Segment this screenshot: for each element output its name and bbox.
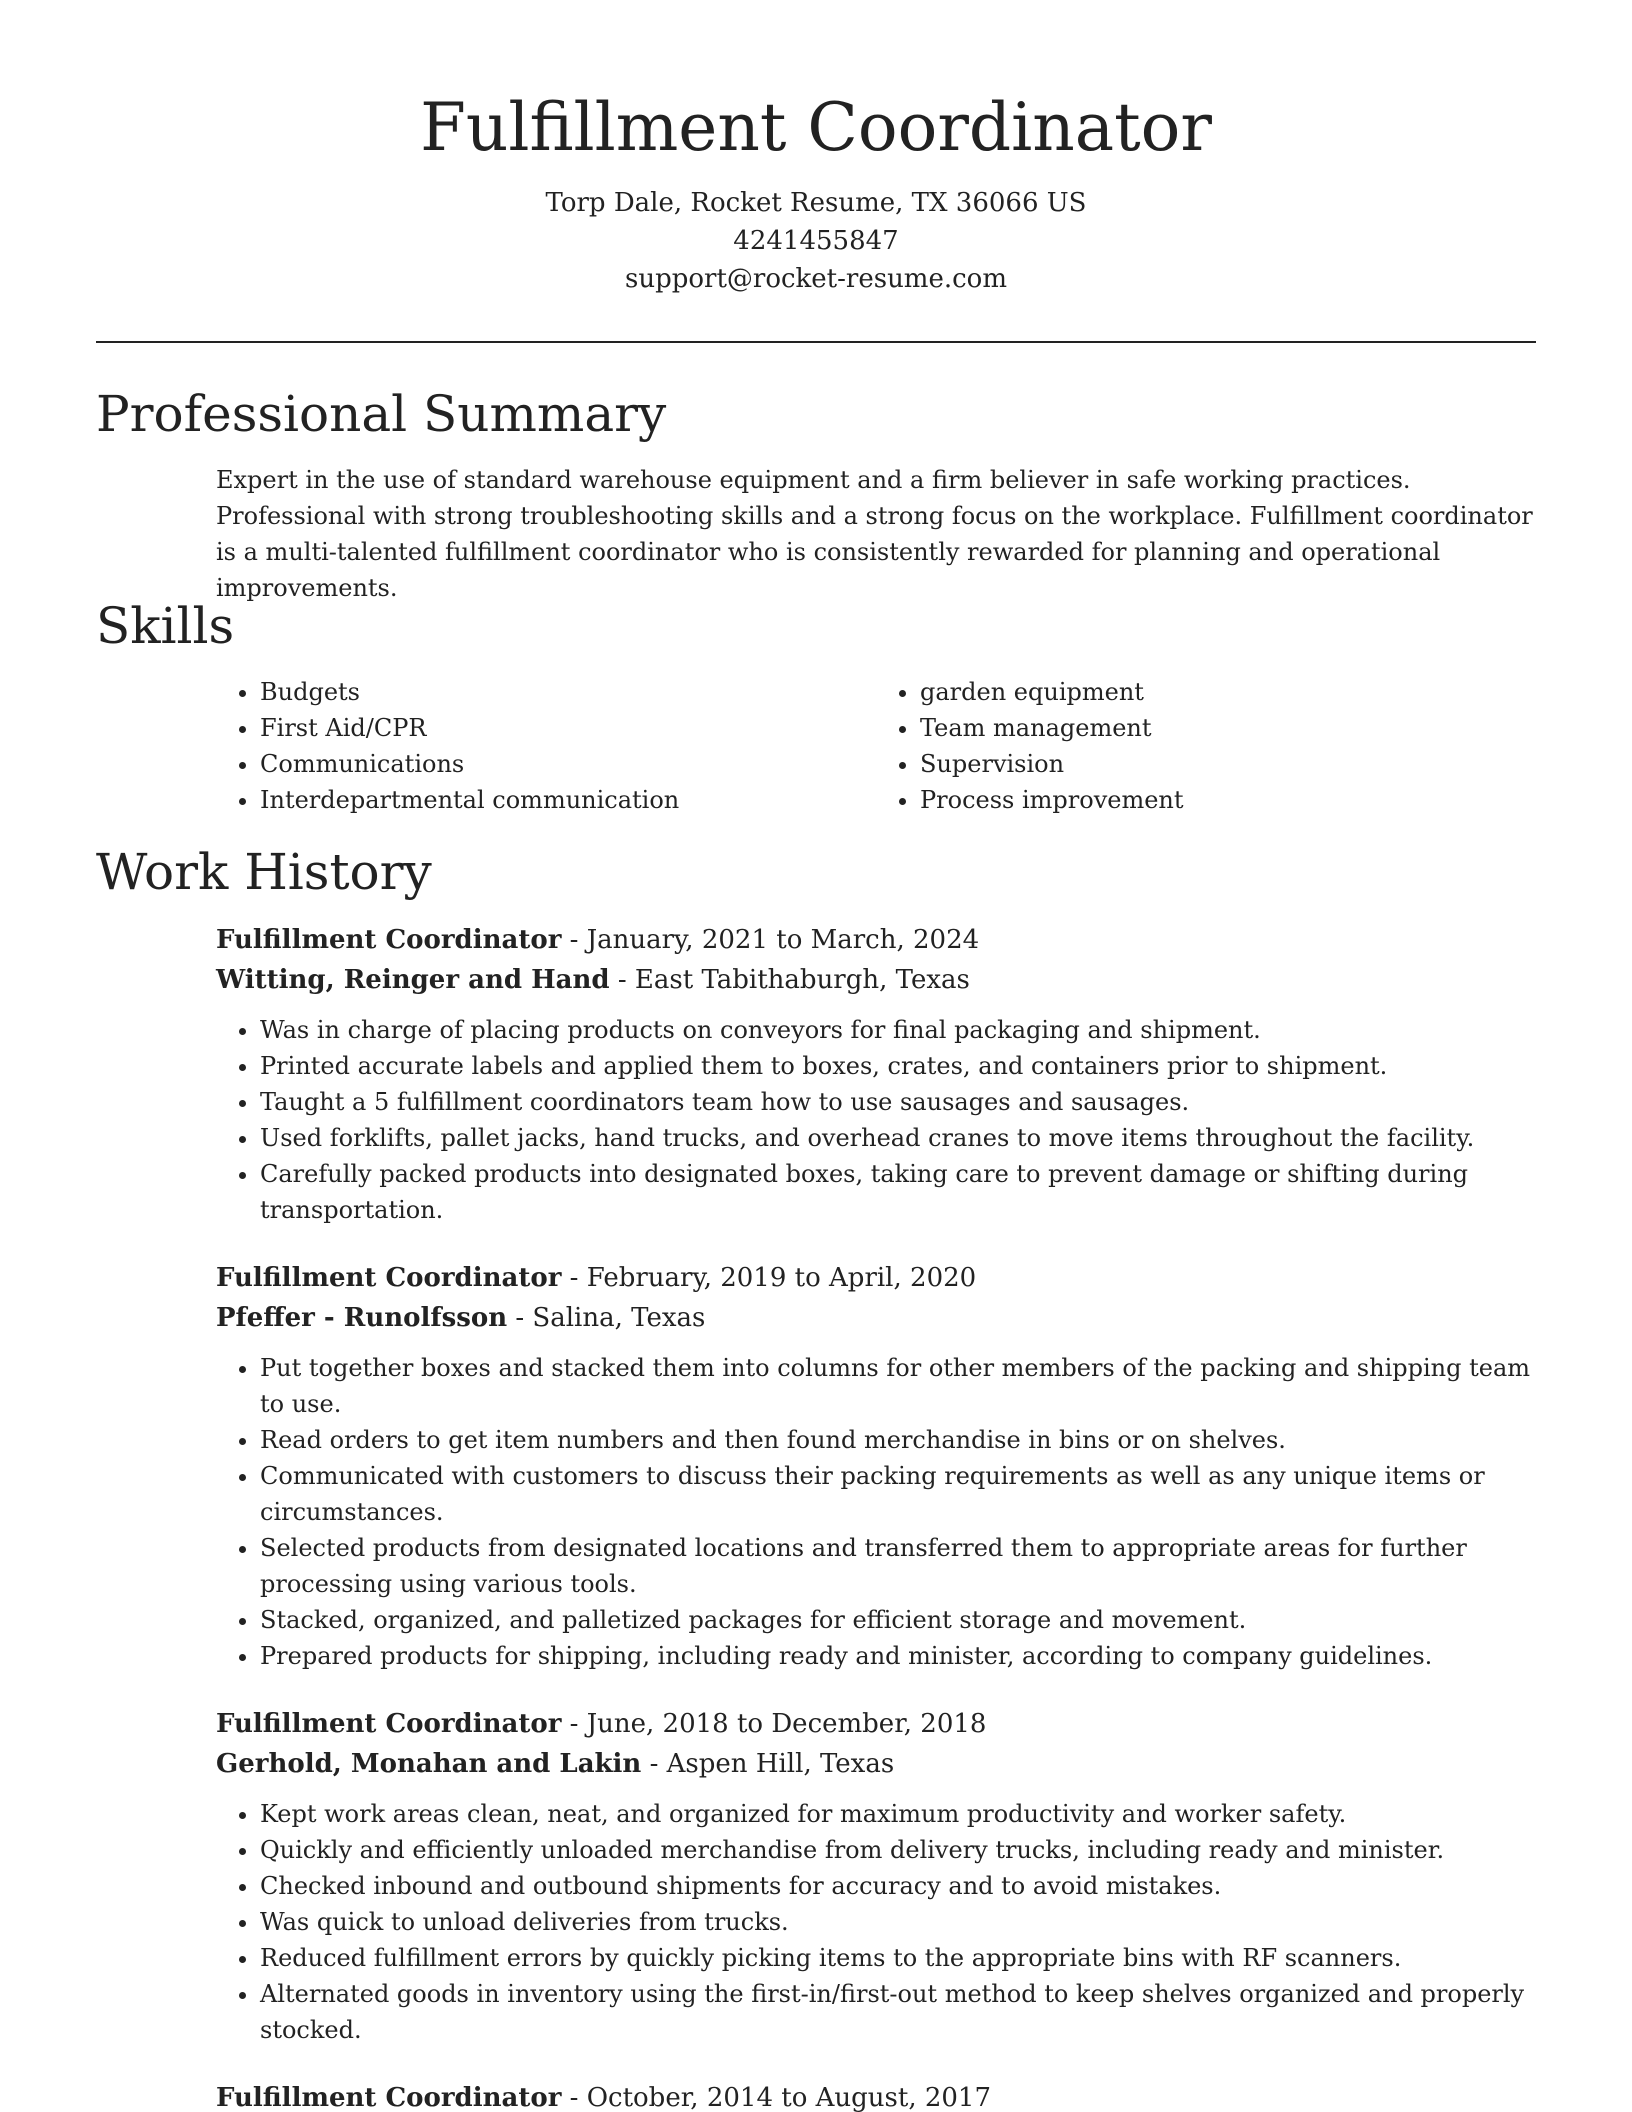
job-bullet: • Put together boxes and stacked them into columns for other members of the packing and shipping team to use. [260,1350,1536,1422]
skill-item: • Budgets [260,674,876,710]
job-bullet: • Used forklifts, pallet jacks, hand trucks, and overhead cranes to move items throughout the facility. [260,1120,1536,1156]
job-dates: - February, 2019 to April, 2020 [561,1263,977,1293]
skill-item: • garden equipment [920,674,1536,710]
job-role: Fulfillment Coordinator [216,2083,562,2112]
job-role: Fulfillment Coordinator [216,925,562,955]
job-entry [216,1258,1536,1674]
phone-line: 4241455847 [733,226,899,256]
summary-heading: Professional Summary [96,385,667,443]
job-bullets [216,1012,1536,1228]
job-dates: - October, 2014 to August, 2017 [561,2083,992,2112]
work-history-list [216,920,1536,2112]
skill-item: • Communications [260,746,876,782]
job-bullet: • Was quick to unload deliveries from trucks. [260,1904,1536,1940]
job-bullet: • Kept work areas clean, neat, and organized for maximum productivity and worker safety. [260,1796,1536,1832]
job-role: Fulfillment Coordinator [216,1709,562,1739]
job-title-line [216,2078,1536,2112]
job-bullet: • Reduced fulfillment errors by quickly picking items to the appropriate bins with RF scanners. [260,1940,1536,1976]
skill-item: • Team management [920,710,1536,746]
skill-item: • First Aid/CPR [260,710,876,746]
contact-block [0,184,1632,298]
job-entry [216,1704,1536,2048]
resume-header [0,0,1632,298]
job-entry [216,2078,1536,2112]
skill-item: • Interdepartmental communication [260,782,876,818]
address-line: Torp Dale, Rocket Resume, TX 36066 US [545,188,1087,218]
job-location: - East Tabithaburgh, Texas [609,965,970,995]
job-company: Witting, Reinger and Hand [216,965,610,995]
job-entry [216,920,1536,1228]
job-bullets [216,1350,1536,1674]
job-bullet: • Selected products from designated locations and transferred them to appropriate areas for further processing using various tools. [260,1530,1536,1602]
skills-column-right [876,674,1536,818]
job-bullet: • Stacked, organized, and palletized packages for efficient storage and movement. [260,1602,1536,1638]
job-role: Fulfillment Coordinator [216,1263,562,1293]
job-bullet: • Carefully packed products into designated boxes, taking care to prevent damage or shifting during transportation. [260,1156,1536,1228]
job-bullet: • Alternated goods in inventory using the first-in/first-out method to keep shelves organized and properly stocked. [260,1976,1536,2048]
work-history-heading: Work History [96,843,432,901]
header-divider [96,341,1536,343]
skills-list [216,674,1536,818]
job-bullet: • Read orders to get item numbers and then found merchandise in bins or on shelves. [260,1422,1536,1458]
job-bullets [216,1796,1536,2048]
job-bullet: • Checked inbound and outbound shipments for accuracy and to avoid mistakes. [260,1868,1536,1904]
job-bullet: • Taught a 5 fulfillment coordinators team how to use sausages and sausages. [260,1084,1536,1120]
skill-item: • Supervision [920,746,1536,782]
job-bullet: • Printed accurate labels and applied them to boxes, crates, and containers prior to shipment. [260,1048,1536,1084]
job-bullet: • Prepared products for shipping, including ready and minister, according to company guidelines. [260,1638,1536,1674]
job-bullet: • Quickly and efficiently unloaded merchandise from delivery trucks, including ready and minister. [260,1832,1536,1868]
job-company-line [216,960,1536,1000]
job-location: - Salina, Texas [507,1303,706,1333]
skills-column-left [216,674,876,818]
job-title-line [216,1704,1536,1744]
job-bullet: • Was in charge of placing products on conveyors for final packaging and shipment. [260,1012,1536,1048]
job-dates: - June, 2018 to December, 2018 [561,1709,987,1739]
job-title-line [216,1258,1536,1298]
skill-item: • Process improvement [920,782,1536,818]
job-dates: - January, 2021 to March, 2024 [561,925,980,955]
job-company: Pfeffer - Runolfsson [216,1303,508,1333]
candidate-name: Fulfillment Coordinator [420,89,1212,166]
job-company-line [216,1744,1536,1784]
job-location: - Aspen Hill, Texas [641,1749,895,1779]
job-title-line [216,920,1536,960]
summary-text: Expert in the use of standard warehouse equipment and a firm believer in safe working practices. Professional with strong troubleshooting skills and a strong focus on the workplace. Fulfillment coordinator is a multi-talented fulfillment coordinator who is consistently rewarded for planning and operational improvements. [216,466,1533,602]
job-bullet: • Communicated with customers to discuss their packing requirements as well as any unique items or circumstances. [260,1458,1536,1530]
job-company: Gerhold, Monahan and Lakin [216,1749,642,1779]
job-company-line [216,1298,1536,1338]
email-line: support@rocket-resume.com [624,264,1007,294]
skills-heading: Skills [96,597,235,655]
